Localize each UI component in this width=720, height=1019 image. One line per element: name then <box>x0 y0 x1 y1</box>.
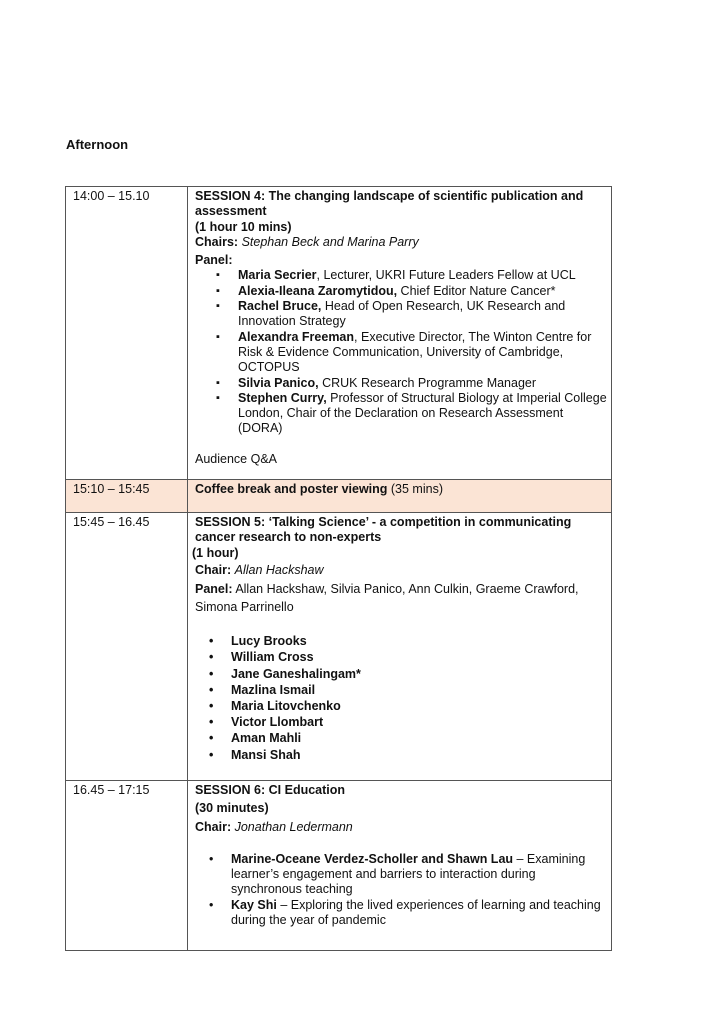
chair-name: Jonathan Ledermann <box>234 819 353 834</box>
list-item: • Jane Ganeshalingam* <box>195 666 607 682</box>
panelist-name: Alexia-Ileana Zaromytidou, <box>238 283 398 298</box>
panelist-name: Rachel Bruce, <box>238 299 322 314</box>
list-item: • Lucy Brooks <box>195 633 607 649</box>
chairs-label: Chairs: <box>195 234 239 249</box>
break-title: Coffee break and poster viewing <box>195 482 388 496</box>
chair-label: Chair: <box>195 562 232 577</box>
spacer <box>195 835 607 852</box>
time-cell: 14:00 – 15.10 <box>66 187 188 480</box>
session-duration: (1 hour 10 mins) <box>195 219 292 234</box>
talk-list <box>195 852 607 928</box>
panelist-desc: Head of Open Research, UK Research and Innovation Strategy <box>238 299 566 329</box>
panelist-desc: CRUK Research Programme Manager <box>318 375 537 390</box>
list-item: • Victor Llombart <box>195 714 607 730</box>
session-title: SESSION 4: The changing landscape of scientific publication and assessment <box>195 189 584 219</box>
table-row <box>66 513 612 781</box>
time-cell: 15:10 – 15:45 <box>66 480 188 513</box>
session-title: SESSION 5: ‘Talking Science’ - a competition in communicating cancer research to non-experts <box>195 515 572 545</box>
panel-line <box>195 580 607 616</box>
list-item: • Mansi Shah <box>195 747 607 763</box>
panel-list <box>195 268 607 436</box>
chair-name: Allan Hackshaw <box>234 562 324 577</box>
session-duration: (30 minutes) <box>195 801 269 816</box>
spacer <box>195 437 607 452</box>
table-row <box>66 480 612 513</box>
participant-list <box>195 633 607 763</box>
talk-speakers: Marine-Oceane Verdez-Scholler and Shawn Lau <box>231 851 514 866</box>
panelist-desc: , Executive Director, The Winton Centre for Risk & Evidence Communication, University of Cambridge, OCTOPUS <box>238 329 592 375</box>
session-cell <box>188 480 612 513</box>
spacer <box>195 616 607 633</box>
panelist-desc: , Lecturer, UKRI Future Leaders Fellow at UCL <box>316 268 576 283</box>
audience-qa: Audience Q&A <box>195 451 277 466</box>
table-row <box>66 187 612 480</box>
chair-line <box>195 563 607 578</box>
list-item <box>195 284 607 299</box>
panelist-name: Silvia Panico, <box>238 375 319 390</box>
list-item <box>195 299 607 330</box>
panelist-name: Maria Secrier <box>238 268 317 283</box>
talk-desc: – Exploring the lived experiences of learning and teaching during the year of pandemic <box>231 897 601 928</box>
talk-speakers: Kay Shi <box>231 897 277 912</box>
panelist-name: Stephen Curry, <box>238 390 327 405</box>
chairs-line <box>195 235 607 250</box>
section-heading: Afternoon <box>66 137 129 152</box>
list-item <box>195 376 607 391</box>
session-cell <box>188 513 612 781</box>
session-cell <box>188 781 612 951</box>
chair-line <box>195 820 607 835</box>
time-cell: 16.45 – 17:15 <box>66 781 188 951</box>
chair-label: Chair: <box>195 819 232 834</box>
list-item: • Maria Litovchenko <box>195 698 607 714</box>
list-item <box>195 898 607 929</box>
session-title: SESSION 6: CI Education <box>195 783 346 797</box>
panelist-desc: Chief Editor Nature Cancer* <box>397 283 556 298</box>
talk-desc: – Examining learner’s engagement and barriers to interaction during synchronous teaching <box>231 851 586 897</box>
list-item <box>195 391 607 437</box>
panel-label: Panel: <box>195 582 233 597</box>
session-cell <box>188 187 612 480</box>
list-item <box>195 330 607 376</box>
time-cell: 15:45 – 16.45 <box>66 513 188 781</box>
panel-names: Allan Hackshaw, Silvia Panico, Ann Culkin, Graeme Crawford, Simona Parrinello <box>195 582 579 615</box>
list-item: • William Cross <box>195 649 607 665</box>
schedule-table <box>65 186 612 951</box>
break-duration: (35 mins) <box>387 482 443 496</box>
session-duration: (1 hour) <box>192 545 239 560</box>
list-item: • Mazlina Ismail <box>195 682 607 698</box>
list-item: • Aman Mahli <box>195 730 607 746</box>
chairs-names: Stephan Beck and Marina Parry <box>241 234 419 249</box>
panelist-name: Alexandra Freeman <box>238 329 355 344</box>
list-item <box>195 852 607 898</box>
panelist-desc: Professor of Structural Biology at Imperial College London, Chair of the Declaration on Research Assessment (DORA) <box>238 390 607 436</box>
panel-label: Panel: <box>195 253 233 268</box>
list-item <box>195 268 607 283</box>
table-row <box>66 781 612 951</box>
